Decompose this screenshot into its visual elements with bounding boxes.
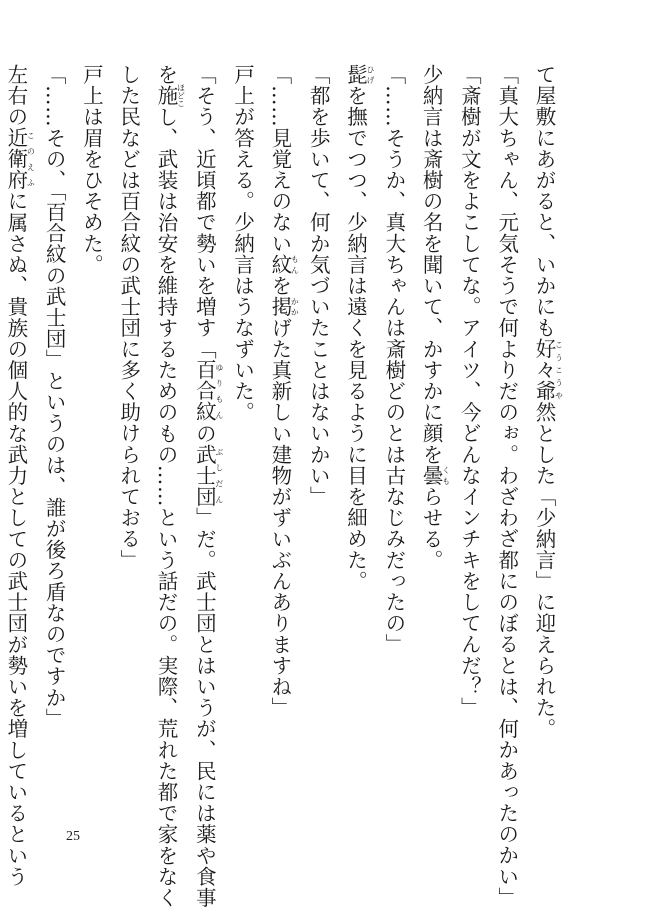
line-segment: し、武装は治安を維持するためのもの……という話だの。実際、荒れた都で家をなく (154, 106, 179, 908)
ruby-reading: こうこうや (554, 338, 564, 402)
ruby-reading: かか (290, 296, 300, 318)
line-segment: 左右の (3, 64, 28, 128)
ruby-reading: ゆりもん (214, 359, 224, 423)
ruby-base: 曇 (419, 464, 444, 487)
ruby-reading: ひげ (366, 64, 376, 86)
line-segment: に属さぬ、貴族の個人的な武力としての武士団が勢いを増しているという (3, 190, 28, 887)
ruby-reading: このえふ (26, 127, 36, 191)
ruby (192, 359, 224, 423)
line-segment: を (154, 64, 179, 86)
text-line-1 (525, 64, 563, 824)
line-segment: 「……見覚えのない (267, 64, 292, 254)
ruby-base: 掲 (267, 296, 292, 318)
page-number: 25 (66, 829, 80, 844)
ruby-reading: くも (441, 464, 451, 486)
ruby-base: 武士団 (192, 443, 217, 508)
line-segment: の (192, 422, 217, 444)
text-line-15 (0, 64, 36, 887)
line-segment: げた真新しい建物がずいぶんありますね」 (267, 317, 292, 719)
text-line-14: 「……その、「百合紋の武士団」というのは、誰が後ろ盾なのですか」 (42, 64, 67, 729)
ruby (343, 64, 376, 86)
ruby-reading: ぶしだん (214, 443, 224, 508)
ruby-base: 好々爺 (532, 338, 556, 402)
line-segment: を (267, 275, 292, 297)
text-line-7: 「都を歩いて、何か気づいたことはないかい」 (306, 64, 331, 508)
ruby-reading: もん (290, 253, 300, 275)
ruby-base: 近衛府 (3, 127, 28, 191)
line-segment: て屋敷にあがると、いかにも (532, 64, 556, 339)
text-line-13: 戸上は眉をひそめた。 (79, 64, 104, 275)
line-segment: らせる。 (419, 486, 444, 571)
ruby (267, 253, 300, 276)
ruby-base: 施 (154, 83, 179, 108)
text-line-2: 「真大ちゃん、元気そうで何よりだのぉ。わざわざ都にのぼるとは、何かあったのかい」 (494, 64, 519, 908)
text-line-5: 「……そうか、真大ちゃんは斎樹どのとは古なじみだったの」 (381, 64, 406, 655)
text-line-3: 「斎樹が文をよこしてな。アイツ、今どんなインチキをしてんだ？」 (457, 64, 482, 719)
ruby-base: 髭 (343, 64, 368, 86)
ruby (3, 127, 36, 191)
text-line-6 (336, 64, 374, 824)
line-segment: 「そう、近頃都で勢いを増す「 (192, 64, 217, 360)
ruby (192, 443, 224, 508)
ruby (267, 296, 300, 318)
text-line-11 (147, 64, 186, 908)
text-line-10 (185, 64, 224, 908)
ruby-base: 百合紋 (192, 359, 217, 423)
ruby (154, 83, 186, 108)
text-line-8 (261, 64, 299, 824)
text-line-12: した民などは百合紋の武士団に多く助けられておる」 (116, 64, 141, 571)
ruby-reading: ほどこ (176, 83, 186, 108)
text-line-9: 戸上が答える。少納言はうなずいた。 (230, 64, 255, 423)
ruby (532, 338, 564, 402)
line-segment: 少納言は斎樹の名を聞いて、かすかに顔を (419, 64, 444, 465)
line-segment: を撫でつつ、少納言は遠くを見るように目を細めた。 (343, 85, 368, 592)
ruby (419, 464, 451, 487)
line-segment: 」だ。武士団とはいうが、民には薬や食事 (192, 507, 217, 908)
line-segment: 然とした「少納言」に迎えられた。 (532, 401, 556, 740)
ruby-base: 紋 (267, 253, 292, 276)
text-line-4 (412, 64, 450, 824)
